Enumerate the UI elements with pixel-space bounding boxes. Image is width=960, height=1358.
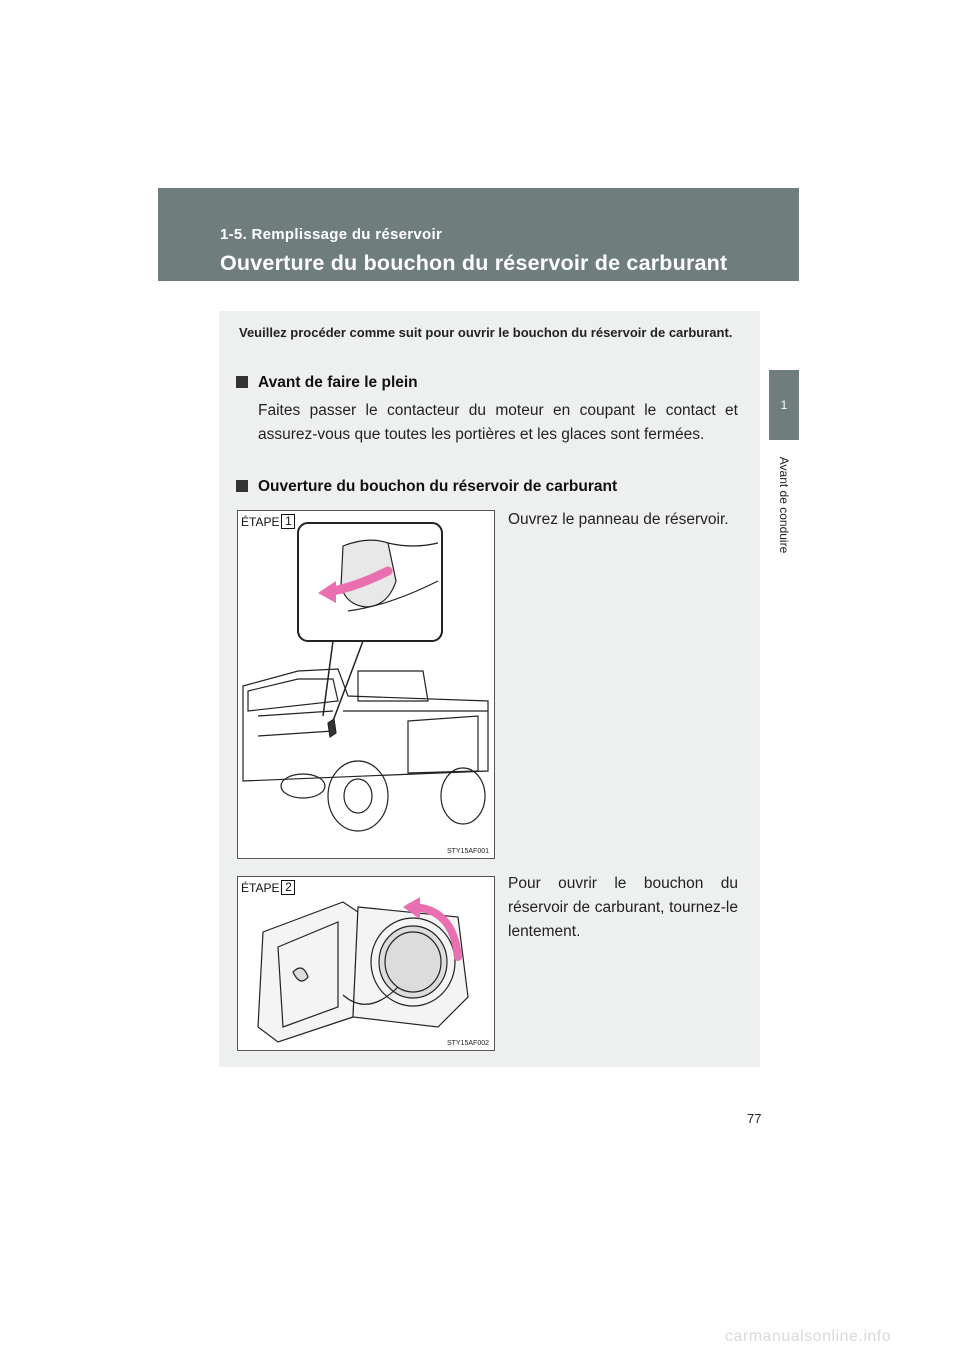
step2-text: Pour ouvrir le bouchon du réservoir de carburant, tournez-le lentement. bbox=[508, 875, 738, 940]
figure-code-2: STY15AF002 bbox=[446, 1040, 489, 1047]
section-label: 1-5. Remplissage du réservoir bbox=[220, 226, 443, 243]
square-bullet-icon bbox=[236, 376, 248, 388]
header-banner bbox=[158, 188, 799, 281]
step1-badge: ÉTAPE 1 bbox=[241, 514, 295, 529]
page-number: 77 bbox=[747, 1111, 762, 1126]
truck-fuel-door-drawing bbox=[238, 511, 494, 858]
step2-illustration bbox=[237, 876, 495, 1051]
figure-code-1: STY15AF001 bbox=[446, 848, 489, 855]
chapter-label: Avant de conduire bbox=[777, 456, 791, 554]
heading-before-fueling: Avant de faire le plein bbox=[236, 374, 418, 392]
chapter-tab: 1 bbox=[769, 370, 799, 440]
heading-opening-cap: Ouverture du bouchon du réservoir de carburant bbox=[236, 478, 617, 496]
watermark: carmanualsonline.info bbox=[725, 1328, 892, 1345]
intro-text: Veuillez procéder comme suit pour ouvrir le bouchon du réservoir de carburant. bbox=[239, 325, 733, 340]
before-fueling-text: Faites passer le contacteur du moteur en coupant le contact et assurez-vous que toutes les portières et les glaces sont fermées. bbox=[258, 402, 738, 443]
page-title: Ouverture du bouchon du réservoir de carburant bbox=[220, 251, 728, 275]
fuel-cap-drawing bbox=[238, 877, 494, 1050]
step1-text: Ouvrez le panneau de réservoir. bbox=[508, 511, 729, 528]
content-panel bbox=[219, 311, 760, 1067]
step2-badge: ÉTAPE 2 bbox=[241, 880, 295, 895]
step1-illustration bbox=[237, 510, 495, 859]
square-bullet-icon bbox=[236, 480, 248, 492]
